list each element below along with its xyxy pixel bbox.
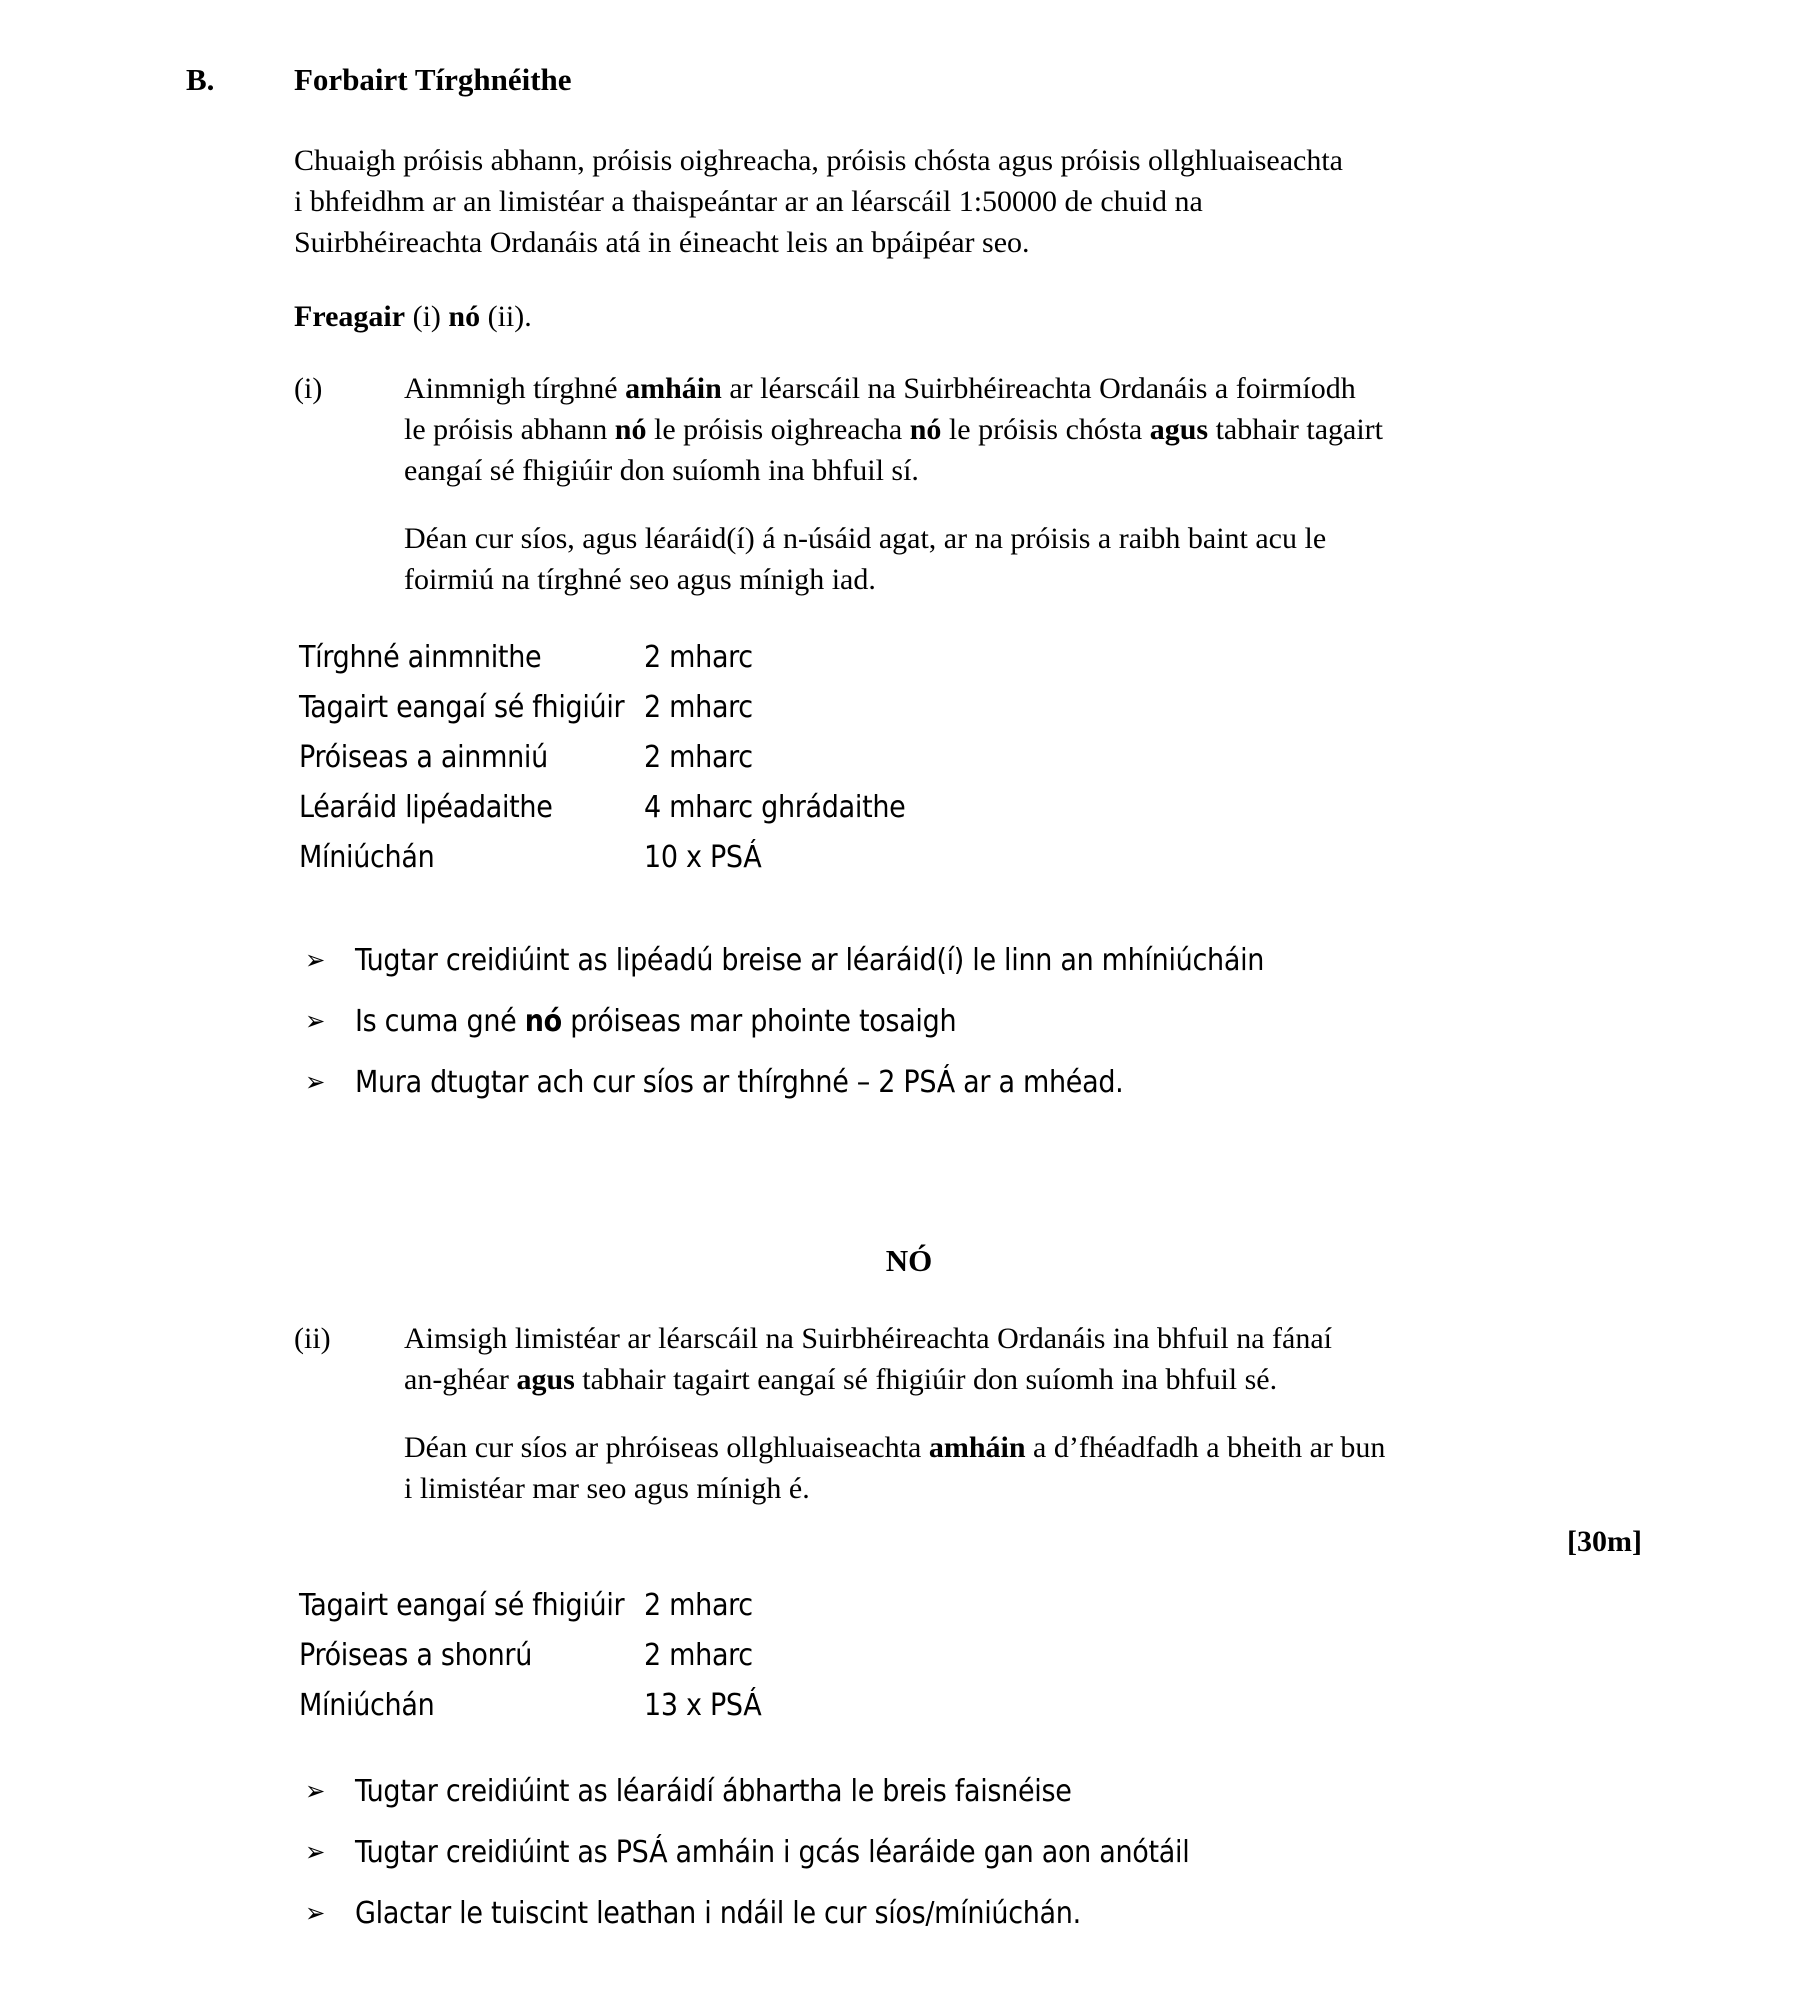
list-item bbox=[299, 1063, 1649, 1103]
list-item bbox=[299, 1002, 1649, 1042]
question-i-line-1-part-a: Ainmnigh tírghné bbox=[404, 372, 626, 405]
list-item-emphasis: nó bbox=[524, 1004, 562, 1039]
marks-value: 2 mharc bbox=[644, 1638, 753, 1673]
question-i-line-2-part-c: le próisis chósta bbox=[941, 413, 1150, 446]
question-i-line-1-part-b: ar léarscáil na Suirbhéireachta Ordanáis a foirmíodh bbox=[721, 372, 1356, 405]
question-ii-number: (ii) bbox=[294, 1322, 331, 1355]
answer-instruction-lead: Freagair bbox=[294, 300, 406, 333]
list-item-text-part-a: Glactar le tuiscint leathan i ndáil le cur síos/míniúchán. bbox=[355, 1896, 1081, 1931]
or-divider: NÓ bbox=[885, 1243, 933, 1278]
marks-label: Próiseas a shonrú bbox=[299, 1638, 533, 1673]
marks-label: Tagairt eangaí sé fhigiúir bbox=[299, 690, 625, 725]
marks-value: 10 x PSÁ bbox=[644, 840, 762, 875]
marks-label: Tírghné ainmnithe bbox=[299, 640, 542, 675]
intro-line-3: Suirbhéireachta Ordanáis atá in éineacht leis an bpáipéar seo. bbox=[294, 226, 1030, 259]
question-ii-para2-part-b: a d’fhéadfadh a bheith ar bun bbox=[1025, 1431, 1386, 1464]
list-item-text bbox=[355, 1894, 1649, 1934]
marks-label: Próiseas a ainmniú bbox=[299, 740, 548, 775]
marks-value: 2 mharc bbox=[644, 690, 753, 725]
section-heading bbox=[186, 62, 1586, 98]
marks-label: Míniúchán bbox=[299, 1688, 435, 1723]
marks-row bbox=[299, 740, 1399, 790]
list-item-text-part-b: próiseas mar phointe tosaigh bbox=[561, 1004, 957, 1039]
marks-scheme-table-ii bbox=[299, 1588, 1399, 1738]
question-i-line-2-part-a: le próisis abhann bbox=[404, 413, 615, 446]
marks-row bbox=[299, 1688, 1399, 1738]
marks-row bbox=[299, 1588, 1399, 1638]
question-ii-line-1: Aimsigh limistéar ar léarscáil na Suirbhéireachta Ordanáis ina bhfuil na fánaí bbox=[404, 1322, 1332, 1355]
question-ii-line-2 bbox=[404, 1359, 1624, 1400]
question-i-line-2 bbox=[404, 409, 1614, 450]
marks-value: 13 x PSÁ bbox=[644, 1688, 762, 1723]
marks-total-badge: [30m] bbox=[1567, 1525, 1642, 1558]
answer-option-two: (ii). bbox=[480, 300, 532, 333]
marks-value: 2 mharc bbox=[644, 1588, 753, 1623]
intro-line-2: i bhfeidhm ar an limistéar a thaispeántar ar an léarscáil 1:50000 de chuid na bbox=[294, 185, 1203, 218]
list-item-text bbox=[355, 941, 1649, 981]
answer-option-one: (i) bbox=[405, 300, 449, 333]
list-item-text-part-a: Tugtar creidiúint as PSÁ amháin i gcás léaráide gan aon anótáil bbox=[355, 1835, 1190, 1870]
list-item-text-part-a: Mura dtugtar ach cur síos ar thírghné – 2 PSÁ ar a mhéad. bbox=[355, 1065, 1124, 1100]
answer-instruction-or: nó bbox=[448, 300, 481, 333]
marks-value: 2 mharc bbox=[644, 740, 753, 775]
question-i-line-2-part-b: le próisis oighreacha bbox=[646, 413, 910, 446]
question-ii bbox=[294, 1318, 1624, 1509]
question-ii-body bbox=[404, 1318, 1624, 1509]
question-i-number: (i) bbox=[294, 372, 323, 405]
question-ii-para2-part-a: Déan cur síos ar phróiseas ollghluaiseachta bbox=[404, 1431, 929, 1464]
question-i-para2-line-1: Déan cur síos, agus léaráid(í) á n-úsáid agat, ar na próisis a raibh baint acu le bbox=[404, 522, 1327, 555]
arrow-bullet-icon: ➢ bbox=[305, 1837, 326, 1868]
question-i-line-2-emphasis-1: nó bbox=[614, 413, 647, 446]
list-item-text-part-a: Tugtar creidiúint as léaráidí ábhartha le breis faisnéise bbox=[355, 1774, 1072, 1809]
question-ii-line-2-part-b: tabhair tagairt eangaí sé fhigiúir don suíomh ina bhfuil sé. bbox=[574, 1363, 1278, 1396]
question-ii-line-2-part-a: an-ghéar bbox=[404, 1363, 517, 1396]
list-item-text bbox=[355, 1063, 1649, 1103]
list-item bbox=[299, 1833, 1649, 1873]
list-item bbox=[299, 1772, 1649, 1812]
answer-instruction bbox=[294, 296, 532, 337]
list-item bbox=[299, 1894, 1649, 1934]
question-ii-line-2-emphasis: agus bbox=[516, 1363, 575, 1396]
question-i-body bbox=[404, 368, 1614, 600]
question-ii-para2-emphasis: amháin bbox=[928, 1431, 1026, 1464]
arrow-bullet-icon: ➢ bbox=[305, 1776, 326, 1807]
marks-label: Léaráid lipéadaithe bbox=[299, 790, 553, 825]
marks-value: 4 mharc ghrádaithe bbox=[644, 790, 906, 825]
question-ii-para2-line-2: i limistéar mar seo agus mínigh é. bbox=[404, 1472, 810, 1505]
arrow-bullet-icon: ➢ bbox=[305, 1067, 326, 1098]
list-item-text bbox=[355, 1833, 1649, 1873]
question-i-line-2-emphasis-2: nó bbox=[909, 413, 942, 446]
marks-row bbox=[299, 690, 1399, 740]
question-i-line-2-emphasis-3: agus bbox=[1149, 413, 1209, 446]
marks-label: Tagairt eangaí sé fhigiúir bbox=[299, 1588, 625, 1623]
marks-row bbox=[299, 640, 1399, 690]
list-item-text-part-a: Tugtar creidiúint as lipéadú breise ar léaráid(í) le linn an mhíniúcháin bbox=[355, 943, 1265, 978]
intro-paragraph bbox=[294, 140, 1594, 263]
marks-row bbox=[299, 790, 1399, 840]
notes-list-i bbox=[299, 941, 1649, 1124]
question-i-line-3: eangaí sé fhigiúir don suíomh ina bhfuil sí. bbox=[404, 454, 919, 487]
intro-line-1: Chuaigh próisis abhann, próisis oighreacha, próisis chósta agus próisis ollghluaiseachta bbox=[294, 144, 1343, 177]
question-i-line-1-emphasis: amháin bbox=[625, 372, 722, 405]
question-i-line-1 bbox=[404, 368, 1614, 409]
question-i bbox=[294, 368, 1614, 600]
arrow-bullet-icon: ➢ bbox=[305, 1898, 326, 1929]
list-item-text bbox=[355, 1002, 1649, 1042]
section-letter: B. bbox=[186, 62, 215, 97]
marks-label: Míniúchán bbox=[299, 840, 435, 875]
section-title: Forbairt Tírghnéithe bbox=[294, 62, 572, 97]
arrow-bullet-icon: ➢ bbox=[305, 945, 326, 976]
marks-scheme-table-i bbox=[299, 640, 1399, 890]
marks-value: 2 mharc bbox=[644, 640, 753, 675]
marks-row bbox=[299, 1638, 1399, 1688]
list-item-text bbox=[355, 1772, 1649, 1812]
list-item bbox=[299, 941, 1649, 981]
question-i-para2-line-2: foirmiú na tírghné seo agus mínigh iad. bbox=[404, 563, 876, 596]
question-ii-para2-line-1 bbox=[404, 1427, 1624, 1468]
list-item-text-part-a: Is cuma gné bbox=[355, 1004, 525, 1039]
question-i-line-2-part-d: tabhair tagairt bbox=[1208, 413, 1384, 446]
notes-list-ii bbox=[299, 1772, 1649, 1955]
marks-row bbox=[299, 840, 1399, 890]
arrow-bullet-icon: ➢ bbox=[305, 1006, 326, 1037]
